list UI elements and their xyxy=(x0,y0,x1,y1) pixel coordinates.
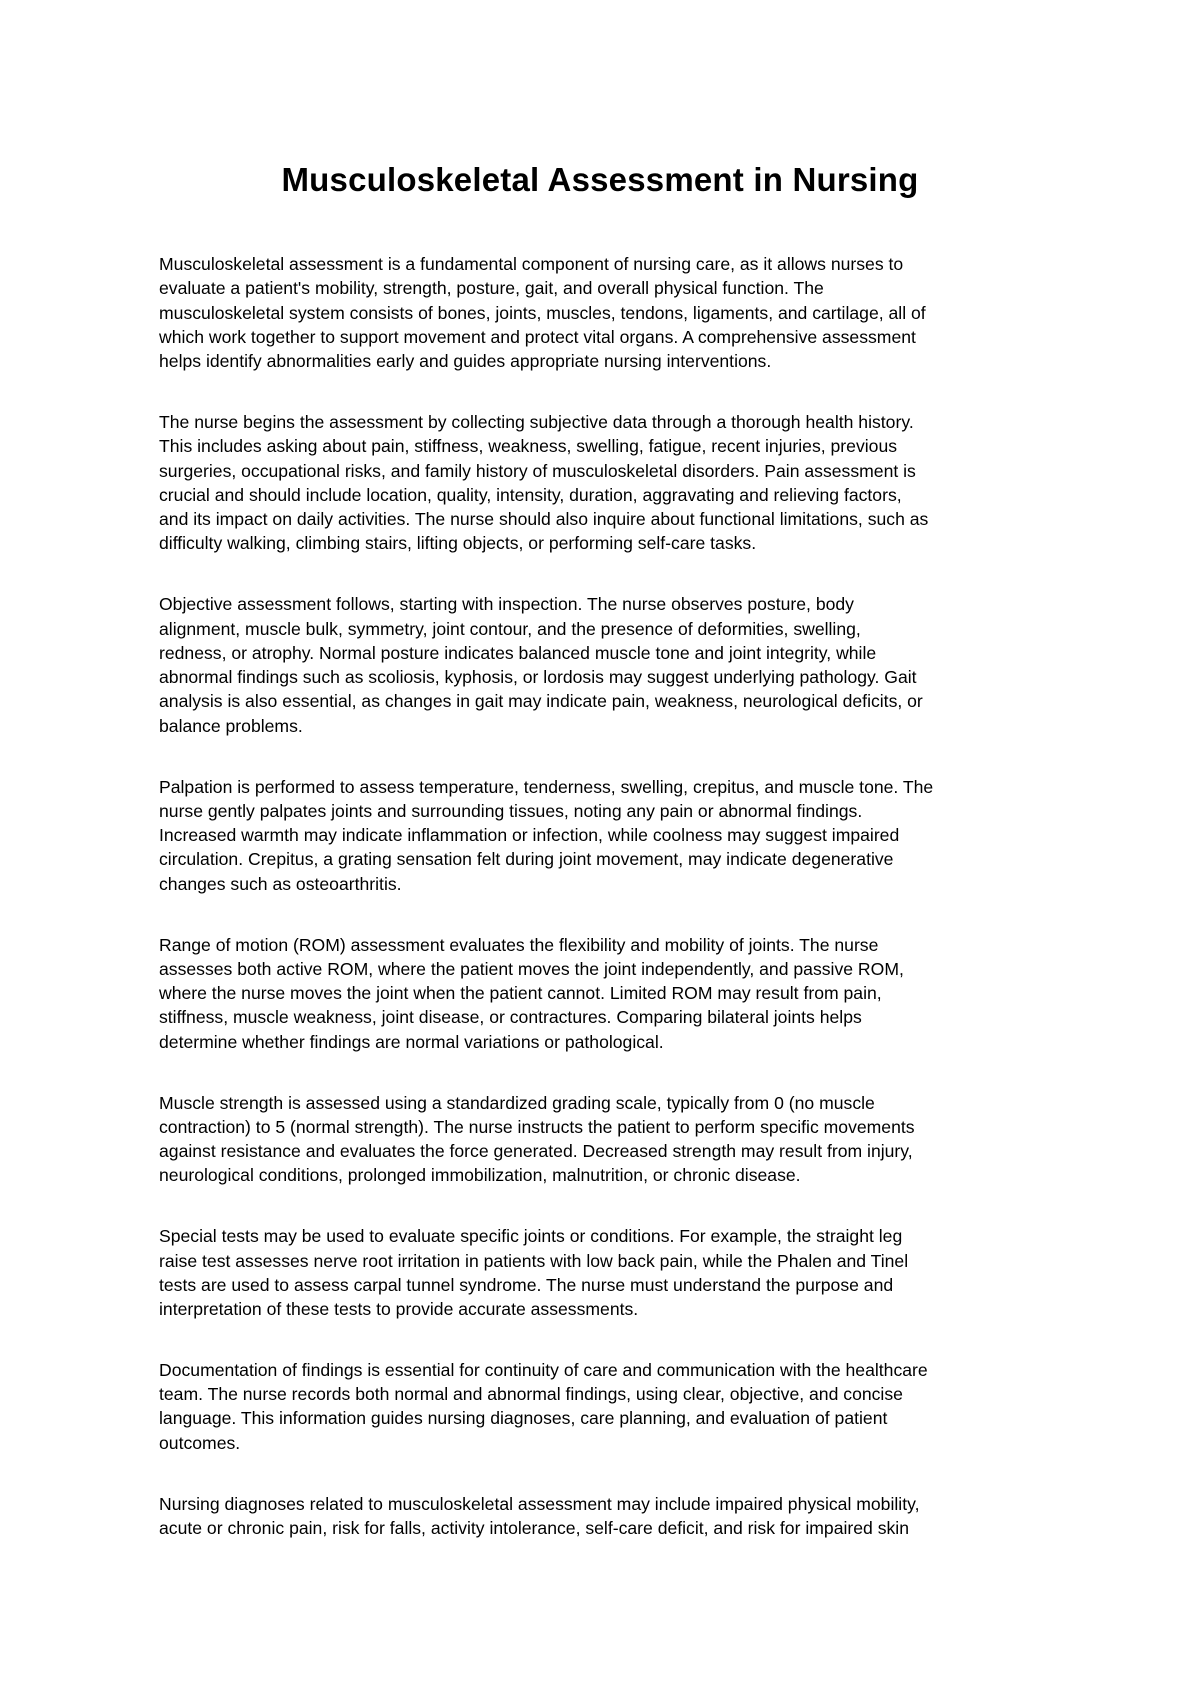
paragraph-line: tests are used to assess carpal tunnel syndrome. The nurse must understand the purpose and xyxy=(159,1274,894,1295)
paragraph-line: neurological conditions, prolonged immobilization, malnutrition, or chronic disease. xyxy=(159,1165,801,1186)
paragraph-line: analysis is also essential, as changes in gait may indicate pain, weakness, neurological deficits, or xyxy=(159,691,923,712)
paragraph-line: where the nurse moves the joint when the patient cannot. Limited ROM may result from pain, xyxy=(159,983,882,1004)
paragraph-line: which work together to support movement and protect vital organs. A comprehensive assessment xyxy=(159,326,916,347)
paragraph-line: Objective assessment follows, starting with inspection. The nurse observes posture, body xyxy=(159,594,854,615)
paragraph-line: interpretation of these tests to provide accurate assessments. xyxy=(159,1299,639,1320)
paragraph-line: helps identify abnormalities early and guides appropriate nursing interventions. xyxy=(159,351,772,372)
paragraph-line: Muscle strength is assessed using a standardized grading scale, typically from 0 (no muscle xyxy=(159,1092,875,1113)
paragraph-line: evaluate a patient's mobility, strength, posture, gait, and overall physical function. The xyxy=(159,278,824,299)
paragraph-line: nurse gently palpates joints and surrounding tissues, noting any pain or abnormal findings. xyxy=(159,800,863,821)
paragraph-line: changes such as osteoarthritis. xyxy=(159,873,402,894)
paragraph-line: abnormal findings such as scoliosis, kyphosis, or lordosis may suggest underlying pathology. Gait xyxy=(159,667,917,688)
paragraph-line: determine whether findings are normal variations or pathological. xyxy=(159,1031,664,1052)
body-paragraph xyxy=(159,592,1059,738)
paragraph-line: redness, or atrophy. Normal posture indicates balanced muscle tone and joint integrity, while xyxy=(159,642,877,663)
body-paragraph xyxy=(159,933,1059,1054)
body-paragraph xyxy=(159,252,1059,373)
paragraph-line: contraction) to 5 (normal strength). The nurse instructs the patient to perform specific movements xyxy=(159,1116,915,1137)
body-paragraph xyxy=(159,1091,1059,1188)
paragraph-line: This includes asking about pain, stiffness, weakness, swelling, fatigue, recent injuries, previous xyxy=(159,436,898,457)
document-body xyxy=(159,252,1059,1577)
paragraph-line: raise test assesses nerve root irritation in patients with low back pain, while the Phalen and Tinel xyxy=(159,1250,909,1271)
paragraph-line: Documentation of findings is essential for continuity of care and communication with the healthcare xyxy=(159,1359,928,1380)
paragraph-line: acute or chronic pain, risk for falls, activity intolerance, self-care deficit, and risk for impaired skin xyxy=(159,1517,909,1538)
paragraph-line: Palpation is performed to assess temperature, tenderness, swelling, crepitus, and muscle tone. The xyxy=(159,776,934,797)
paragraph-line: team. The nurse records both normal and abnormal findings, using clear, objective, and concise xyxy=(159,1384,903,1405)
paragraph-line: assesses both active ROM, where the patient moves the joint independently, and passive ROM, xyxy=(159,958,904,979)
paragraph-line: Increased warmth may indicate inflammation or infection, while coolness may suggest impaired xyxy=(159,825,900,846)
paragraph-line: crucial and should include location, quality, intensity, duration, aggravating and relieving factors, xyxy=(159,484,902,505)
paragraph-line: stiffness, muscle weakness, joint disease, or contractures. Comparing bilateral joints helps xyxy=(159,1007,862,1028)
paragraph-line: The nurse begins the assessment by collecting subjective data through a thorough health history. xyxy=(159,411,914,432)
paragraph-line: circulation. Crepitus, a grating sensation felt during joint movement, may indicate degenerative xyxy=(159,849,894,870)
body-paragraph xyxy=(159,410,1059,556)
body-paragraph xyxy=(159,1224,1059,1321)
paragraph-line: Special tests may be used to evaluate specific joints or conditions. For example, the straight leg xyxy=(159,1226,903,1247)
paragraph-line: language. This information guides nursing diagnoses, care planning, and evaluation of patient xyxy=(159,1408,888,1429)
paragraph-line: Musculoskeletal assessment is a fundamental component of nursing care, as it allows nurses to xyxy=(159,254,904,274)
paragraph-line: Nursing diagnoses related to musculoskeletal assessment may include impaired physical mobility, xyxy=(159,1493,920,1514)
paragraph-line: against resistance and evaluates the force generated. Decreased strength may result from injury, xyxy=(159,1141,913,1162)
document-title: Musculoskeletal Assessment in Nursing xyxy=(281,161,919,198)
paragraph-line: surgeries, occupational risks, and family history of musculoskeletal disorders. Pain assessment is xyxy=(159,460,916,481)
paragraph-line: Range of motion (ROM) assessment evaluates the flexibility and mobility of joints. The nurse xyxy=(159,934,879,955)
paragraph-line: outcomes. xyxy=(159,1432,241,1453)
body-paragraph xyxy=(159,1358,1059,1455)
paragraph-line: musculoskeletal system consists of bones, joints, muscles, tendons, ligaments, and cartilage, all of xyxy=(159,302,926,323)
paragraph-line: difficulty walking, climbing stairs, lifting objects, or performing self-care tasks. xyxy=(159,533,757,554)
paragraph-line: and its impact on daily activities. The nurse should also inquire about functional limitations, such as xyxy=(159,509,929,530)
body-paragraph xyxy=(159,1492,1059,1541)
paragraph-line: balance problems. xyxy=(159,715,303,736)
body-paragraph xyxy=(159,775,1059,896)
paragraph-line: alignment, muscle bulk, symmetry, joint contour, and the presence of deformities, swelling, xyxy=(159,618,861,639)
